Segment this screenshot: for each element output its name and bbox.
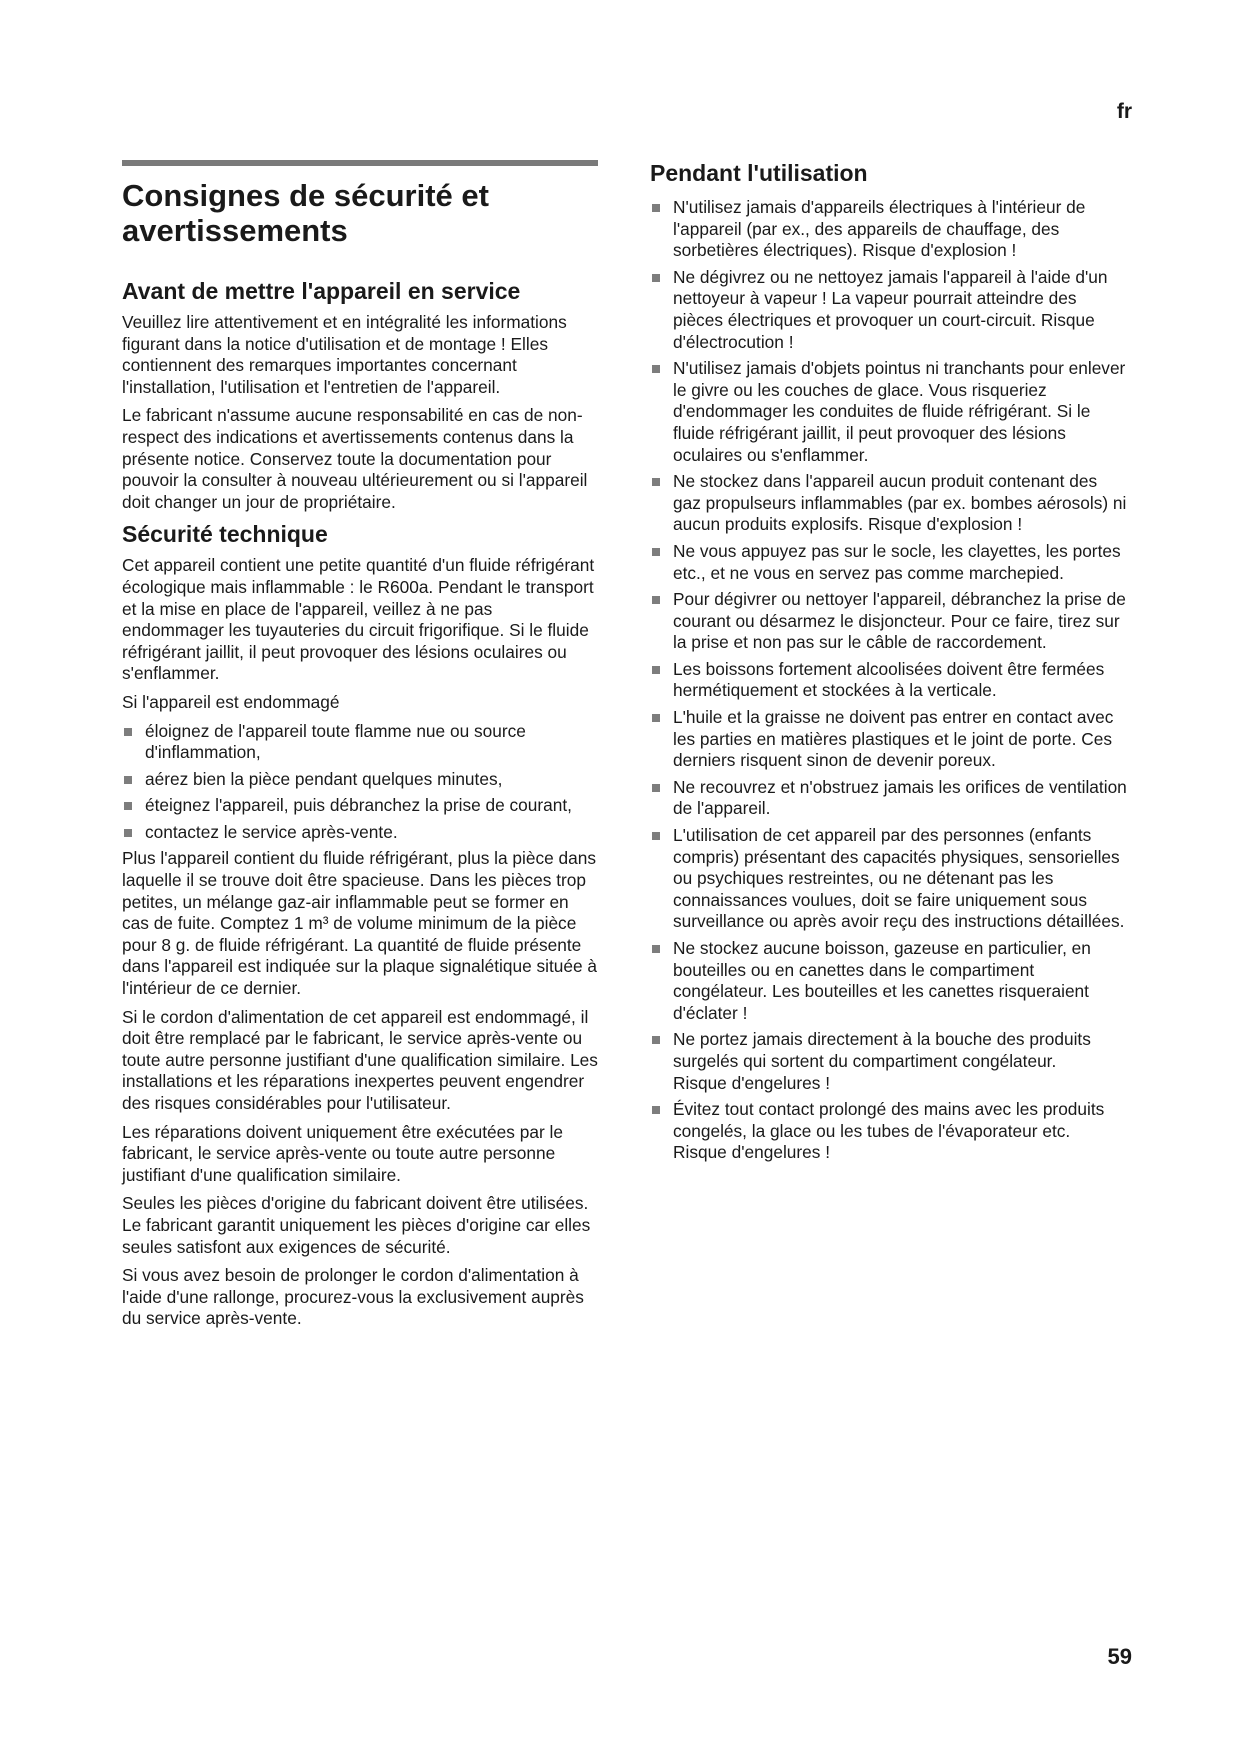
list-item: Ne portez jamais directement à la bouche des produits surgelés qui sortent du compartiment congélateur. Risque d'engelures ! (650, 1029, 1127, 1094)
square-bullet-icon (124, 829, 132, 837)
square-bullet-icon (652, 666, 660, 674)
list-item: Ne stockez dans l'appareil aucun produit contenant des gaz propulseurs inflammables (par ex. bombes aérosols) ni aucun produits explosifs. Risque d'explosion ! (650, 471, 1127, 536)
paragraph: Le fabricant n'assume aucune responsabilité en cas de non-respect des indications et avertissements contenus dans la présente notice. Conservez toute la documentation pour pouvoir la consulter à nouveau ultérieurement ou si l'appareil doit changer un jour de propriétaire. (122, 405, 588, 512)
paragraph: Plus l'appareil contient du fluide réfrigérant, plus la pièce dans laquelle il se trouve doit être spacieuse. Dans les pièces trop petites, un mélange gaz-air inflammable peut se former en cas de fuite. Comptez 1 m³ de volume minimum de la pièce pour 8 g. de fluide réfrigérant. La quantité de fluide présente dans l'appareil est indiquée sur la plaque signalétique située à l'intérieur de ce dernier. (122, 848, 598, 999)
right-column (650, 160, 1127, 1169)
damage-steps-list (122, 721, 598, 844)
list-item: Évitez tout contact prolongé des mains avec les produits congelés, la glace ou les tubes de l'évaporateur etc. Risque d'engelures ! (650, 1099, 1127, 1164)
square-bullet-icon (652, 548, 660, 556)
paragraph: Veuillez lire attentivement et en intégralité les informations figurant dans la notice d'utilisation et de montage ! Elles contiennent des remarques importantes concernant l'installation, l'utilisation et l'entretien de l'appareil. (122, 312, 567, 397)
list-item: contactez le service après-vente. (122, 822, 598, 844)
list-item: Ne recouvrez et n'obstruez jamais les orifices de ventilation de l'appareil. (650, 777, 1127, 820)
list-item: Ne stockez aucune boisson, gazeuse en particulier, en bouteilles ou en canettes dans le compartiment congélateur. Les bouteilles et les canettes risqueraient d'éclater ! (650, 938, 1127, 1024)
square-bullet-icon (652, 832, 660, 840)
list-item: Pour dégivrer ou nettoyer l'appareil, débranchez la prise de courant ou désarmez le disjoncteur. Pour ce faire, tirez sur la prise et non pas sur le câble de raccordement. (650, 589, 1127, 654)
paragraph: Si vous avez besoin de prolonger le cordon d'alimentation à l'aide d'une rallonge, procurez-vous la exclusivement auprès du service après-vente. (122, 1265, 584, 1329)
square-bullet-icon (124, 728, 132, 736)
paragraph: Seules les pièces d'origine du fabricant doivent être utilisées. Le fabricant garantit uniquement les pièces d'origine car elles seules satisfont aux exigences de sécurité. (122, 1193, 591, 1257)
square-bullet-icon (652, 714, 660, 722)
square-bullet-icon (652, 478, 660, 486)
section-heading-before-use: Avant de mettre l'appareil en service (122, 278, 521, 304)
usage-warnings-list (650, 197, 1127, 1164)
list-item: Les boissons fortement alcoolisées doivent être fermées hermétiquement et stockées à la verticale. (650, 659, 1127, 702)
square-bullet-icon (124, 776, 132, 784)
paragraph: Cet appareil contient une petite quantité d'un fluide réfrigérant écologique mais inflammable : le R600a. Pendant le transport et la mise en place de l'appareil, veillez à ne pas endommager les tuyauteries du circuit frigorifique. Si le fluide réfrigérant jaillit, il peut provoquer des lésions oculaires ou s'enflammer. (122, 555, 595, 684)
square-bullet-icon (652, 784, 660, 792)
page-title: Consignes de sécurité et avertissements (122, 178, 489, 248)
paragraph: Si l'appareil est endommagé (122, 691, 340, 712)
square-bullet-icon (652, 1106, 660, 1114)
square-bullet-icon (652, 596, 660, 604)
language-code: fr (1116, 100, 1132, 123)
list-item: aérez bien la pièce pendant quelques minutes, (122, 769, 598, 791)
square-bullet-icon (652, 204, 660, 212)
section-heading-during-use: Pendant l'utilisation (650, 160, 868, 186)
list-item: éloignez de l'appareil toute flamme nue ou source d'inflammation, (122, 721, 598, 764)
square-bullet-icon (652, 945, 660, 953)
list-item: L'utilisation de cet appareil par des personnes (enfants compris) présentant des capacités physiques, sensorielles ou psychiques restreintes, ou ne détenant pas les connaissances voulues, doit se faire uniquement sous surveillance ou après avoir reçu des instructions détaillées. (650, 825, 1127, 933)
list-item: L'huile et la graisse ne doivent pas entrer en contact avec les parties en matières plastiques et le joint de porte. Ces derniers risquent sinon de devenir poreux. (650, 707, 1127, 772)
title-rule (122, 160, 598, 166)
square-bullet-icon (652, 365, 660, 373)
left-column (122, 160, 598, 1337)
square-bullet-icon (124, 802, 132, 810)
list-item: N'utilisez jamais d'appareils électriques à l'intérieur de l'appareil (par ex., des appareils de chauffage, des sorbetières électriques). Risque d'explosion ! (650, 197, 1127, 262)
square-bullet-icon (652, 274, 660, 282)
square-bullet-icon (652, 1036, 660, 1044)
list-item: éteignez l'appareil, puis débranchez la prise de courant, (122, 795, 598, 817)
list-item: Ne vous appuyez pas sur le socle, les clayettes, les portes etc., et ne vous en servez pas comme marchepied. (650, 541, 1127, 584)
section-heading-technical-safety: Sécurité technique (122, 521, 328, 548)
list-item: Ne dégivrez ou ne nettoyez jamais l'appareil à l'aide d'un nettoyeur à vapeur ! La vapeur pourrait atteindre des pièces électriques et provoquer un court-circuit. Risque d'électrocution ! (650, 267, 1127, 353)
paragraph: Si le cordon d'alimentation de cet appareil est endommagé, il doit être remplacé par le fabricant, le service après-vente ou toute autre personne justifiant d'une qualification similaire. Les installations et les réparations inexpertes peuvent engendrer des risques considérables pour l'utilisateur. (122, 1006, 598, 1113)
page-number: 59 (1107, 1644, 1132, 1669)
list-item: N'utilisez jamais d'objets pointus ni tranchants pour enlever le givre ou les couches de glace. Vous risqueriez d'endommager les conduites de fluide réfrigérant. Si le fluide réfrigérant jaillit, il peut provoquer des lésions oculaires ou s'enflammer. (650, 358, 1127, 466)
paragraph: Les réparations doivent uniquement être exécutées par le fabricant, le service après-vente ou toute autre personne justifiant d'une qualification similaire. (122, 1121, 563, 1185)
